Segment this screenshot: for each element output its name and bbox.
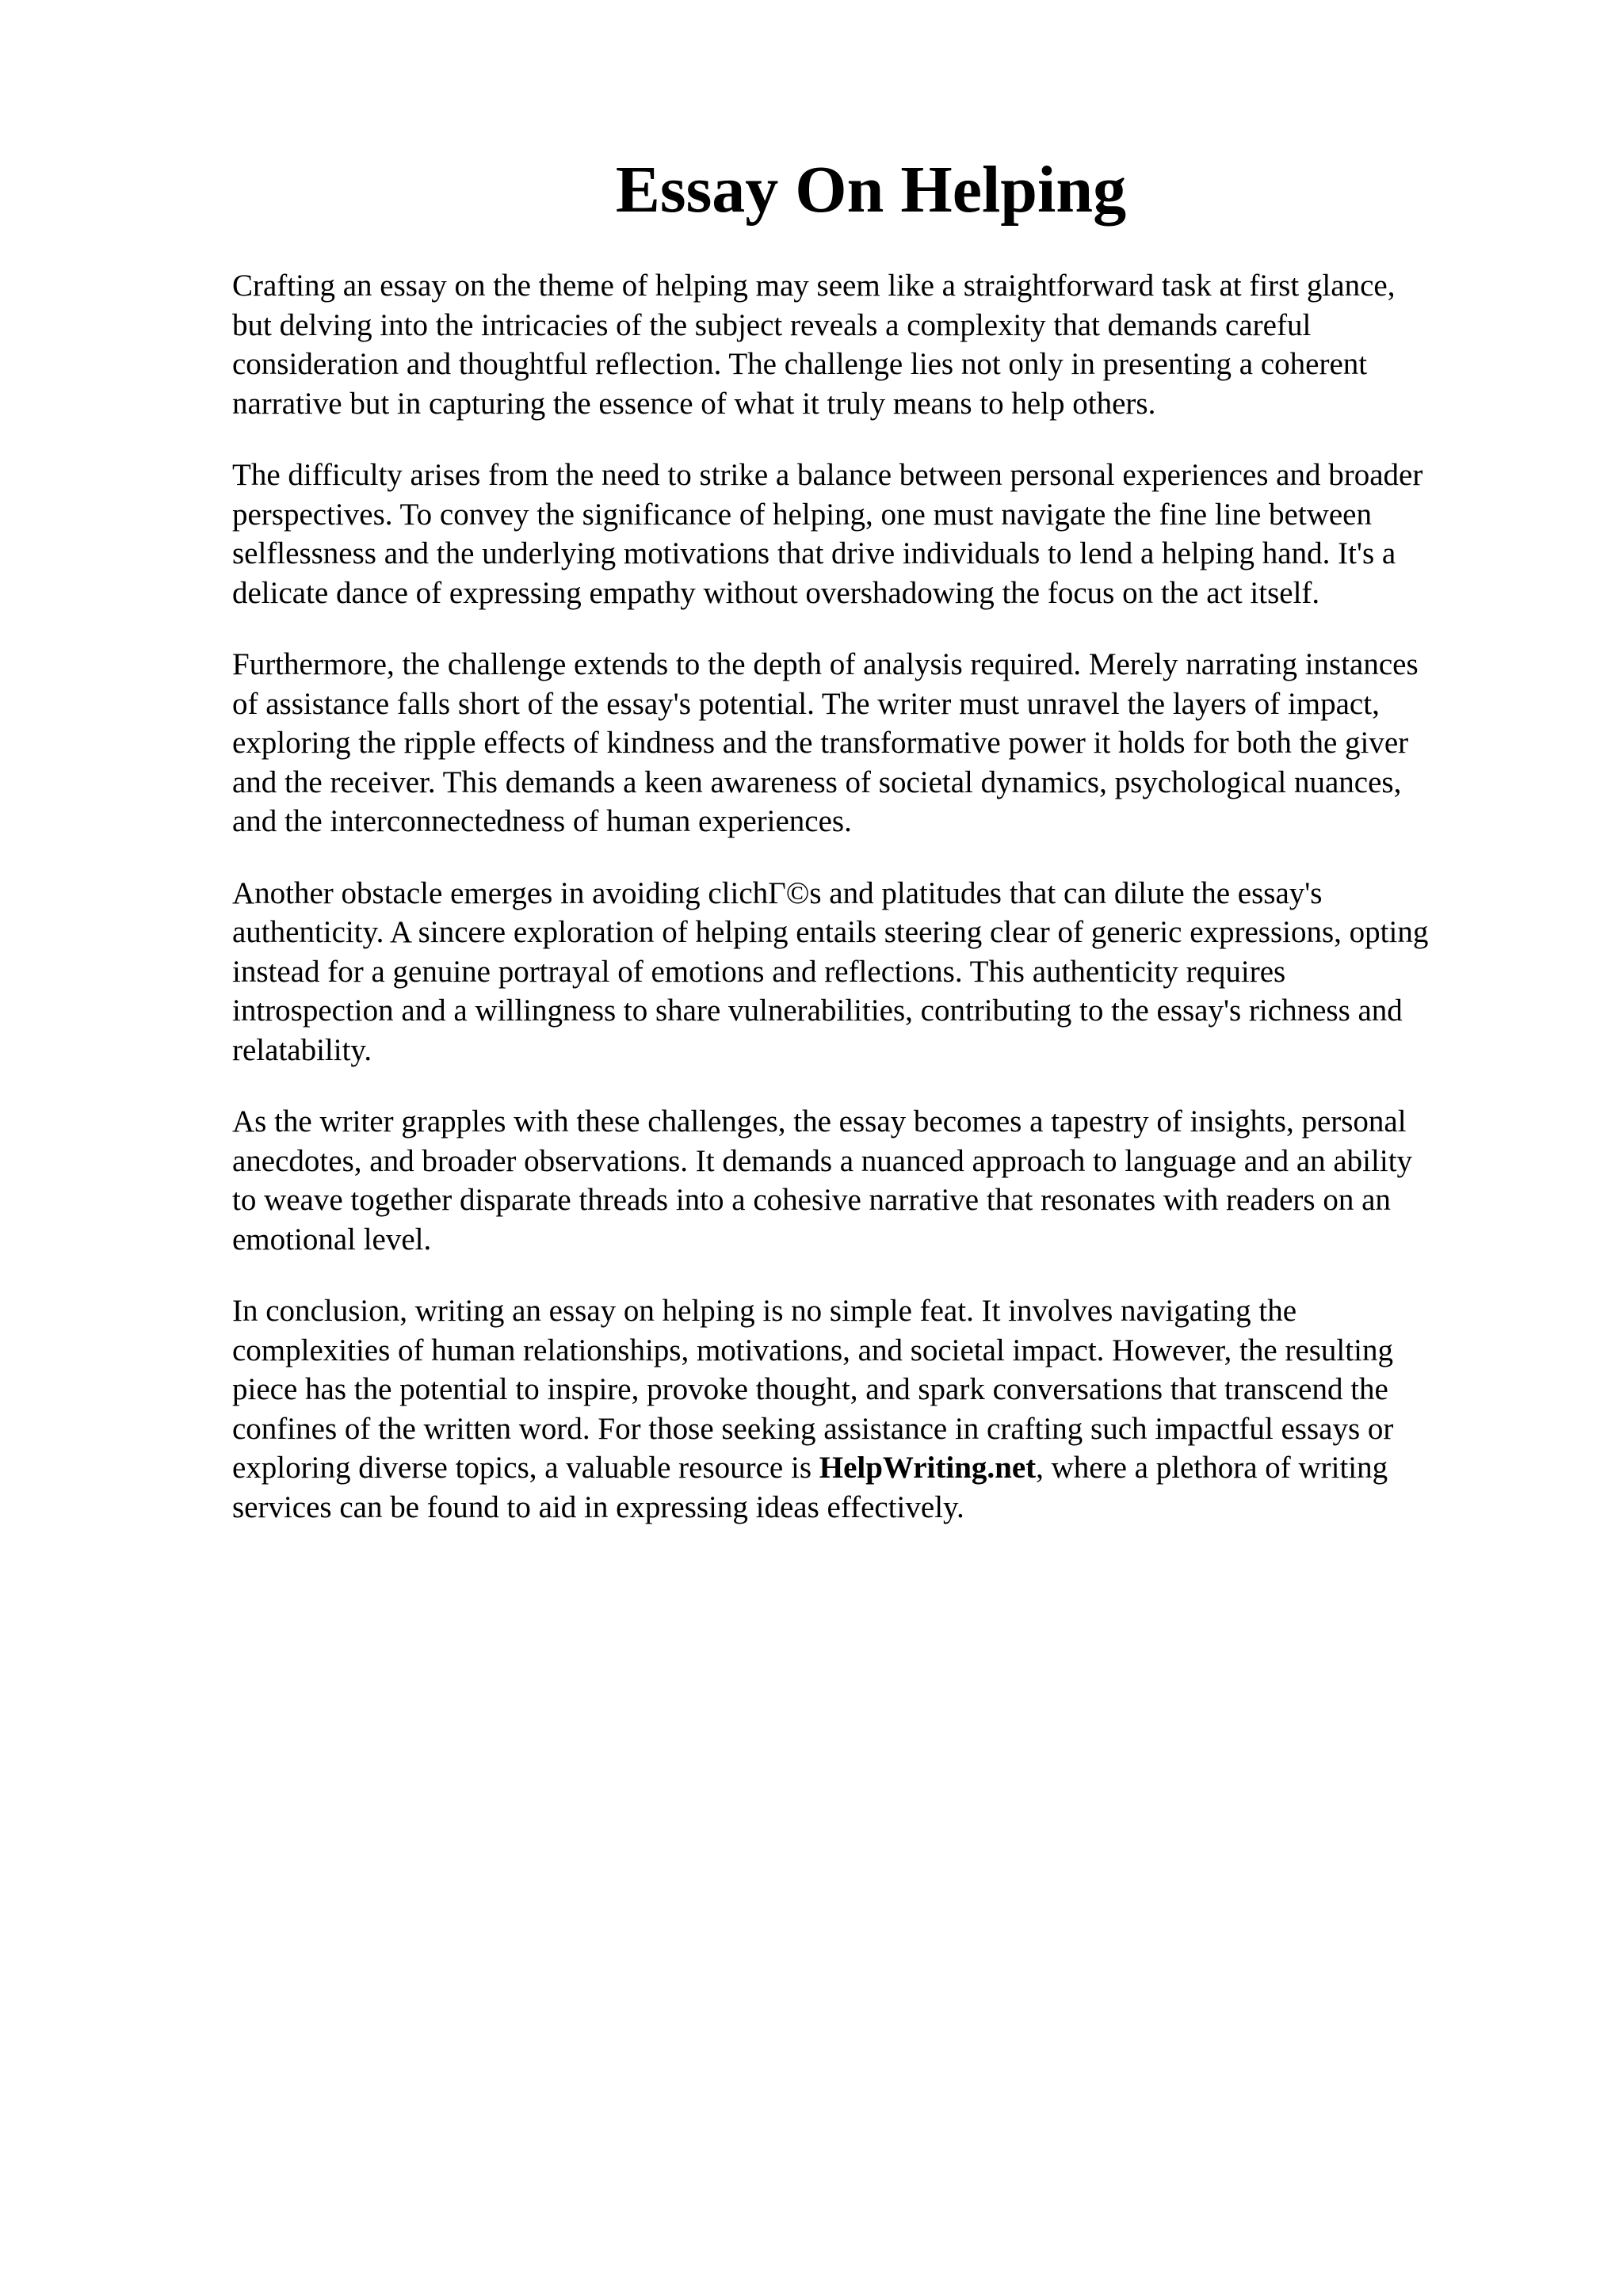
text-line: of assistance falls short of the essay's potential. The writer must unravel the layers of impact, xyxy=(232,686,1380,721)
text-line: services can be found to aid in expressing ideas effectively. xyxy=(232,1489,964,1524)
text-line: complexities of human relationships, motivations, and societal impact. However, the resulting xyxy=(232,1333,1393,1367)
text-line: instead for a genuine portrayal of emotions and reflections. This authenticity requires xyxy=(232,954,1286,989)
text-line: Furthermore, the challenge extends to the depth of analysis required. Merely narrating instances xyxy=(232,647,1419,681)
text-line: introspection and a willingness to share vulnerabilities, contributing to the essay's richness and xyxy=(232,994,1403,1028)
text-line: anecdotes, and broader observations. It demands a nuanced approach to language and an ability xyxy=(232,1143,1413,1178)
text-line: As the writer grapples with these challenges, the essay becomes a tapestry of insights, personal xyxy=(232,1104,1407,1138)
text-line: narrative but in capturing the essence of what it truly means to help others. xyxy=(232,386,1156,421)
text-line: relatability. xyxy=(232,1032,372,1067)
paragraph-1 xyxy=(232,266,1532,423)
text-line: confines of the written word. For those seeking assistance in crafting such impactful essays or xyxy=(232,1411,1394,1446)
text-line: but delving into the intricacies of the subject reveals a complexity that demands careful xyxy=(232,307,1312,342)
text-line: to weave together disparate threads into a cohesive narrative that resonates with readers on an xyxy=(232,1183,1391,1217)
text-line: delicate dance of expressing empathy without overshadowing the focus on the act itself. xyxy=(232,575,1320,610)
text-line: Another obstacle emerges in avoiding clichГ©s and platitudes that can dilute the essay's xyxy=(232,875,1323,910)
paragraph-5 xyxy=(232,1102,1532,1259)
text-line: perspectives. To convey the significance of helping, one must navigate the fine line between xyxy=(232,497,1372,532)
text-line: emotional level. xyxy=(232,1222,432,1257)
text-line: Crafting an essay on the theme of helping may seem like a straightforward task at first glance, xyxy=(232,269,1396,303)
paragraph-4 xyxy=(232,874,1532,1070)
essay-body xyxy=(232,266,1532,1559)
link-prefix-text: exploring diverse topics, a valuable resource is xyxy=(232,1451,819,1485)
text-line: selflessness and the underlying motivations that drive individuals to lend a helping hand. It's a xyxy=(232,536,1396,570)
paragraph-6 xyxy=(232,1291,1532,1527)
text-line: and the receiver. This demands a keen awareness of societal dynamics, psychological nuances, xyxy=(232,765,1402,799)
text-line: and the interconnectedness of human experiences. xyxy=(232,804,852,838)
text-line: In conclusion, writing an essay on helping is no simple feat. It involves navigating the xyxy=(232,1294,1297,1328)
text-line: The difficulty arises from the need to strike a balance between personal experiences and broader xyxy=(232,458,1423,492)
page-title: Essay On Helping xyxy=(615,153,1127,227)
helpwriting-link[interactable]: HelpWriting.net xyxy=(819,1451,1037,1485)
link-suffix-text: , where a plethora of writing xyxy=(1036,1451,1388,1485)
text-line: authenticity. A sincere exploration of helping entails steering clear of generic expressions, opting xyxy=(232,915,1429,949)
paragraph-3 xyxy=(232,645,1532,841)
paragraph-2 xyxy=(232,456,1532,612)
text-line: consideration and thoughtful reflection. The challenge lies not only in presenting a coherent xyxy=(232,347,1368,381)
text-line: piece has the potential to inspire, provoke thought, and spark conversations that transcend the xyxy=(232,1372,1388,1406)
text-line-with-link xyxy=(232,1448,1532,1488)
text-line: exploring the ripple effects of kindness and the transformative power it holds for both the giver xyxy=(232,726,1409,760)
